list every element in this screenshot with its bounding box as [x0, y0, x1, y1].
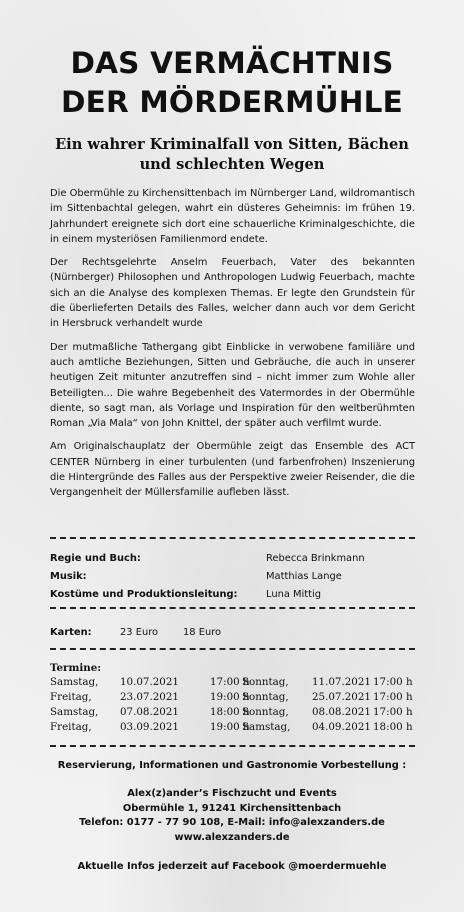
divider — [50, 648, 415, 650]
credit-value: Rebecca Brinkmann — [266, 553, 365, 564]
credit-value: Matthias Lange — [266, 571, 342, 582]
contact-line[interactable]: Telefon: 0177 - 77 90 108, E-Mail: info@alexzanders.de — [79, 817, 385, 828]
venue-name: Alex(z)ander’s Fischzucht und Events — [127, 788, 337, 799]
dates-heading: Termine: — [50, 662, 102, 674]
subtitle-line-2: und schlechten Wegen — [139, 156, 325, 173]
divider — [50, 745, 415, 747]
date: 10.07.2021 — [120, 676, 179, 688]
credit-row — [50, 550, 415, 568]
paragraph: Der mutmaßliche Tathergang gibt Einblicke in verwobene familiäre und auch amtliche Beziehungen, Sitten und Gebräuche, die auch in unserer heutigen Zeit mitunter anzutreffen sind – nicht immer zum Wohle aller Beteiligten... Die wahre Begebenheit des Vatermordes in der Obermühle diente, so sagt man, als Vorlage und Inspiration für den weltberühmten Roman „Via Mala“ von John Knittel, der später auch verfilmt wurde. — [50, 341, 415, 430]
subtitle-line-1: Ein wahrer Kriminalfall von Sitten, Bächen — [55, 136, 409, 153]
ticket-price-regular: 23 Euro — [120, 627, 159, 638]
page-title — [0, 44, 464, 122]
weekday: Freitag, — [50, 691, 92, 703]
weekday: Samstag, — [50, 706, 99, 718]
date: 11.07.2021 — [312, 676, 371, 688]
tickets-label: Karten: — [50, 627, 92, 638]
time: 18:00 h — [210, 706, 250, 718]
date-row — [50, 705, 415, 720]
date: 07.08.2021 — [120, 706, 179, 718]
ticket-price-reduced: 18 Euro — [183, 627, 222, 638]
reservation-note: Reservierung, Informationen und Gastronomie Vorbestellung : — [57, 760, 407, 771]
weekday: Sonntag, — [242, 706, 289, 718]
weekday: Sonntag, — [242, 691, 289, 703]
facebook-note[interactable]: Aktuelle Infos jederzeit auf Facebook @moerdermuehle — [77, 861, 387, 872]
time: 19:00 h — [210, 721, 250, 733]
paragraph: Am Originalschauplatz der Obermühle zeigt das Ensemble des ACT CENTER Nürnberg in einer turbulenten (und farbenfrohen) Inszenierung die Hintergründe des Falles aus der Perspektive zweier Reisender, die die Vergangenheit der Müllersfamilie aufleben lässt. — [50, 441, 415, 499]
credits-list — [50, 550, 415, 604]
divider — [50, 607, 415, 609]
time: 18:00 h — [373, 721, 413, 733]
credit-label: Regie und Buch: — [50, 553, 141, 564]
date-row — [50, 675, 415, 690]
weekday: Sonntag, — [242, 676, 289, 688]
time: 19:00 h — [210, 691, 250, 703]
time: 17:00 h — [210, 676, 250, 688]
date: 03.09.2021 — [120, 721, 179, 733]
title-line-2: DER MÖRDERMÜHLE — [60, 85, 404, 119]
time: 17:00 h — [373, 676, 413, 688]
date: 08.08.2021 — [312, 706, 371, 718]
date-row — [50, 690, 415, 705]
paragraph: Der Rechtsgelehrte Anselm Feuerbach, Vater des bekannten (Nürnberger) Philosophen und Anthropologen Ludwig Feuerbach, machte sich an die Analyse des komplexen Themas. Er legte den Grundstein für die überlieferten Details des Falles, welcher dann auch vor dem Gericht in Hersbruck verhandelt wurde — [50, 257, 415, 330]
date: 23.07.2021 — [120, 691, 179, 703]
credit-row — [50, 568, 415, 586]
date: 04.09.2021 — [312, 721, 371, 733]
dates-table — [50, 661, 415, 735]
contact-block — [20, 787, 444, 845]
credit-row — [50, 586, 415, 604]
credit-label: Kostüme und Produktionsleitung: — [50, 589, 238, 600]
weekday: Samstag, — [50, 676, 99, 688]
paragraph: Die Obermühle zu Kirchensittenbach im Nürnberger Land, wildromantisch im Sittenbachtal gelegen, wahrt ein düsteres Geheimnis: im frühen 19. Jahrhundert ereignete sich dort eine schauerliche Kriminalgeschichte, die in einem mysteriösen Familienmord endete. — [50, 188, 415, 245]
website-link[interactable]: www.alexzanders.de — [174, 831, 290, 843]
divider — [50, 537, 415, 539]
venue-address: Obermühle 1, 91241 Kirchensittenbach — [122, 802, 342, 814]
weekday: Samstag, — [242, 721, 291, 733]
description-text — [50, 186, 415, 509]
credit-label: Musik: — [50, 571, 87, 582]
time: 17:00 h — [373, 691, 413, 703]
title-line-1: DAS VERMÄCHTNIS — [70, 46, 394, 80]
credit-value: Luna Mittig — [266, 589, 322, 600]
weekday: Freitag, — [50, 721, 92, 733]
time: 17:00 h — [373, 706, 413, 718]
date: 25.07.2021 — [312, 691, 371, 703]
subtitle — [20, 135, 444, 175]
date-row — [50, 720, 415, 735]
